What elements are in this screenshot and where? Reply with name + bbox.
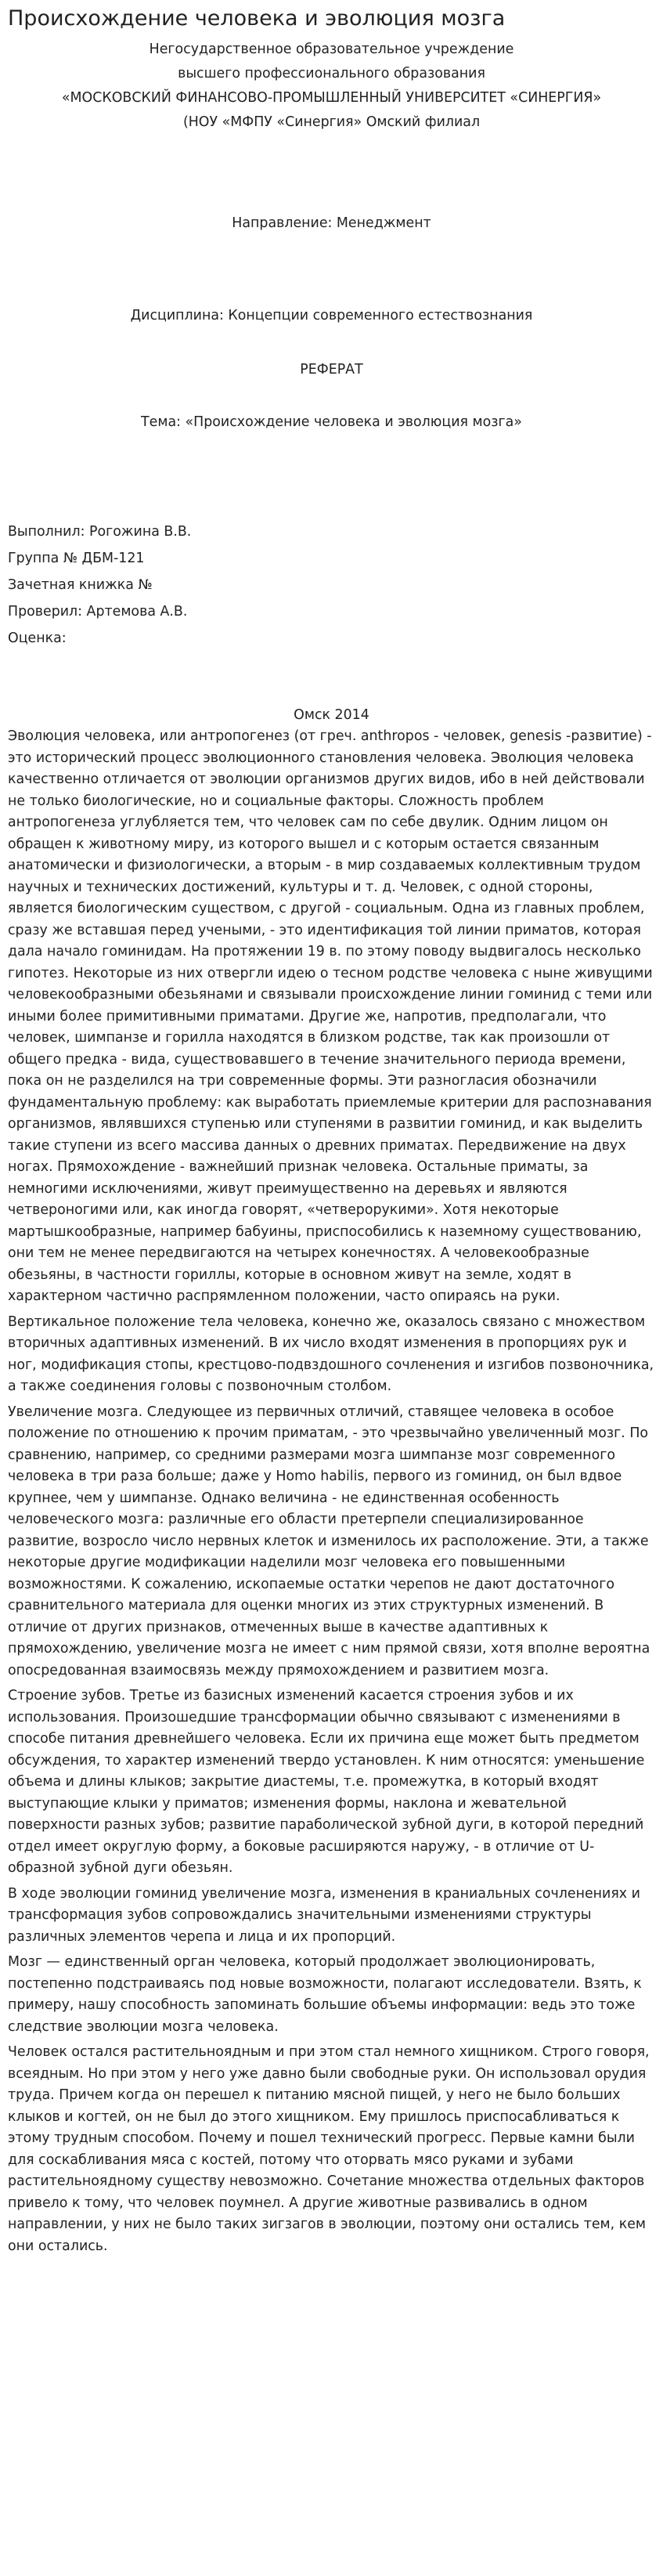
page-title: Происхождение человека и эволюция мозга bbox=[8, 6, 506, 31]
meta-block bbox=[8, 522, 655, 650]
reviewer: Проверил: Артемова А.В. bbox=[8, 604, 188, 620]
group: Группа № ДБМ-121 bbox=[8, 551, 145, 566]
topic: Тема: «Происхождение человека и эволюция мозга» bbox=[141, 414, 522, 430]
paragraph: Эволюция человека, или антропогенез (от греч. anthropos - человек, genesis -развитие) - это исторический процесс эволюционного становления человека. Эволюция человека качественно отличается от эволюции организмов других видов, ибо в ней действовали не только биологические, но и социальные факторы. Сложность проблем антропогенеза углубляется тем, что человек сам по себе двулик. Одним лицом он обращен к животному миру, из которого вышел и с которым остается связанным анатомически и физиологически, а вторым - в мир создаваемых коллективным трудом научных и технических достижений, культуры и т. д. Человек, с одной стороны, является биологическим существом, с другой - социальным. Одна из главных проблем, сразу же вставшая перед учеными, - это идентификация той линии приматов, которая дала начало гоминидам. На протяжении 19 в. по этому поводу выдвигалось несколько гипотез. Некоторые из них отвергли идею о тесном родстве человека с ныне живущими человекообразными обезьянами и связывали происхождение линии гоминид с теми или иными более примитивными приматами. Другие же, напротив, предполагали, что человек, шимпанзе и горилла находятся в близком родстве, так как произошли от общего предка - вида, существовавшего в течение значительного периода времени, пока он не разделился на три современные формы. Эти разногласия обозначили фундаментальную проблему: как выработать приемлемые критерии для распознавания организмов, являвшихся ступенью или ступенями в развитии гоминид, и как выделить такие ступени из всего массива данных о древних приматах. Передвижение на двух ногах. Прямохождение - важнейший признак человека. Остальные приматы, за немногими исключениями, живут преимущественно на деревьях и являются четвероногими или, как иногда говорят, «четверорукими». Хотя некоторые мартышкообразные, например бабуины, приспособились к наземному существованию, они тем не менее передвигаются на четырех конечностях. А человекообразные обезьяны, в частности гориллы, которые в основном живут на земле, ходят в характерном частично распрямленном положении, часто опираясь на руки. bbox=[8, 728, 653, 1304]
paragraph: В ходе эволюции гоминид увеличение мозга, изменения в краниальных сочленениях и трансформация зубов сопровождались значительными изменениями структуры различных элементов черепа и лица и их пропорций. bbox=[8, 1885, 640, 1945]
paragraph: Строение зубов. Третье из базисных изменений касается строения зубов и их использования. Произошедшие трансформации обычно связывают с изменениями в способе питания древнейшего человека. Если их причина еще может быть предметом обсуждения, то характер изменений твердо установлен. К ним относятся: уменьшение объема и длины клыков; закрытие диастемы, т.е. промежутка, в который входят выступающие клыки у приматов; изменения формы, наклона и жевательной поверхности разных зубов; развитие параболической зубной дуги, в которой передний отдел имеет округлую форму, а боковые расширяются наружу, - в отличие от U-образной зубной дуги обезьян. bbox=[8, 1688, 645, 1876]
institution-line-1: Негосударственное образовательное учреждение bbox=[149, 42, 514, 57]
document-body bbox=[8, 726, 655, 2257]
paragraph: Увеличение мозга. Следующее из первичных отличий, ставящее человека в особое положение по отношению к прочим приматам, - это чрезвычайно увеличенный мозг. По сравнению, например, со средними размерами мозга шимпанзе мозг современного человека в три раза больше; даже у Homo habilis, первого из гоминид, он был вдвое крупнее, чем у шимпанзе. Однако величина - не единственная особенность человеческого мозга: различные его области претерпели специализированное развитие, возросло число нервных клеток и изменилось их расположение. Эти, а также некоторые другие модификации наделили мозг человека его повышенными возможностями. К сожалению, ископаемые остатки черепов не дают достаточного сравнительного материала для оценки многих из этих структурных изменений. В отличие от других признаков, отмеченных выше в качестве адаптивных к прямохождению, увеличение мозга не имеет с ним прямой связи, хотя вполне вероятна опосредованная взаимосвязь между прямохождением и развитием мозга. bbox=[8, 1404, 650, 1678]
direction: Направление: Менеджмент bbox=[232, 215, 431, 231]
institution-line-4: (НОУ «МФПУ «Синергия» Омский филиал bbox=[182, 114, 481, 130]
city-year: Омск 2014 bbox=[294, 706, 369, 723]
institution-line-3: «МОСКОВСКИЙ ФИНАНСОВО-ПРОМЫШЛЕННЫЙ УНИВЕРСИТЕТ «СИНЕРГИЯ» bbox=[61, 90, 602, 106]
discipline: Дисциплина: Концепции современного естествознания bbox=[130, 307, 533, 323]
paragraph: Вертикальное положение тела человека, конечно же, оказалось связано с множеством вторичных адаптивных изменений. В их число входят изменения в пропорциях рук и ног, модификация стопы, крестцово-подвздошного сочленения и изгибов позвоночника, а также соединения головы с позвоночным столбом. bbox=[8, 1313, 654, 1394]
grade: Оценка: bbox=[8, 630, 67, 646]
paragraph: Человек остался растительноядным и при этом стал немного хищником. Строго говоря, всеядным. Но при этом у него уже давно были свободные руки. Он использовал орудия труда. Причем когда он перешел к питанию мясной пищей, у него не было больших клыков и когтей, он не был до этого хищником. Ему пришлось приспосабливаться к этому трудным способом. Почему и пошел технический прогресс. Первые камни были для соскабливания мяса с костей, потому что оторвать мясо руками и зубами растительноядному существу невозможно. Сочетание множества отдельных факторов привело к тому, что человек поумнел. А другие животные развивались в одном направлении, у них не было таких зигзагов в эволюции, поэтому они остались тем, кем они остались. bbox=[8, 2044, 650, 2254]
institution-line-2: высшего профессионального образования bbox=[178, 66, 485, 81]
doc-type: РЕФЕРАТ bbox=[300, 362, 363, 378]
record-book: Зачетная книжка № bbox=[8, 577, 153, 593]
institution-block bbox=[8, 38, 655, 135]
paragraph: Мозг — единственный орган человека, который продолжает эволюционировать, постепенно подстраиваясь под новые возможности, полагают исследователи. Взять, к примеру, нашу способность запоминать большие объемы информации: ведь это тоже следствие эволюции мозга человека. bbox=[8, 1954, 642, 2035]
author: Выполнил: Рогожина В.В. bbox=[8, 524, 192, 540]
